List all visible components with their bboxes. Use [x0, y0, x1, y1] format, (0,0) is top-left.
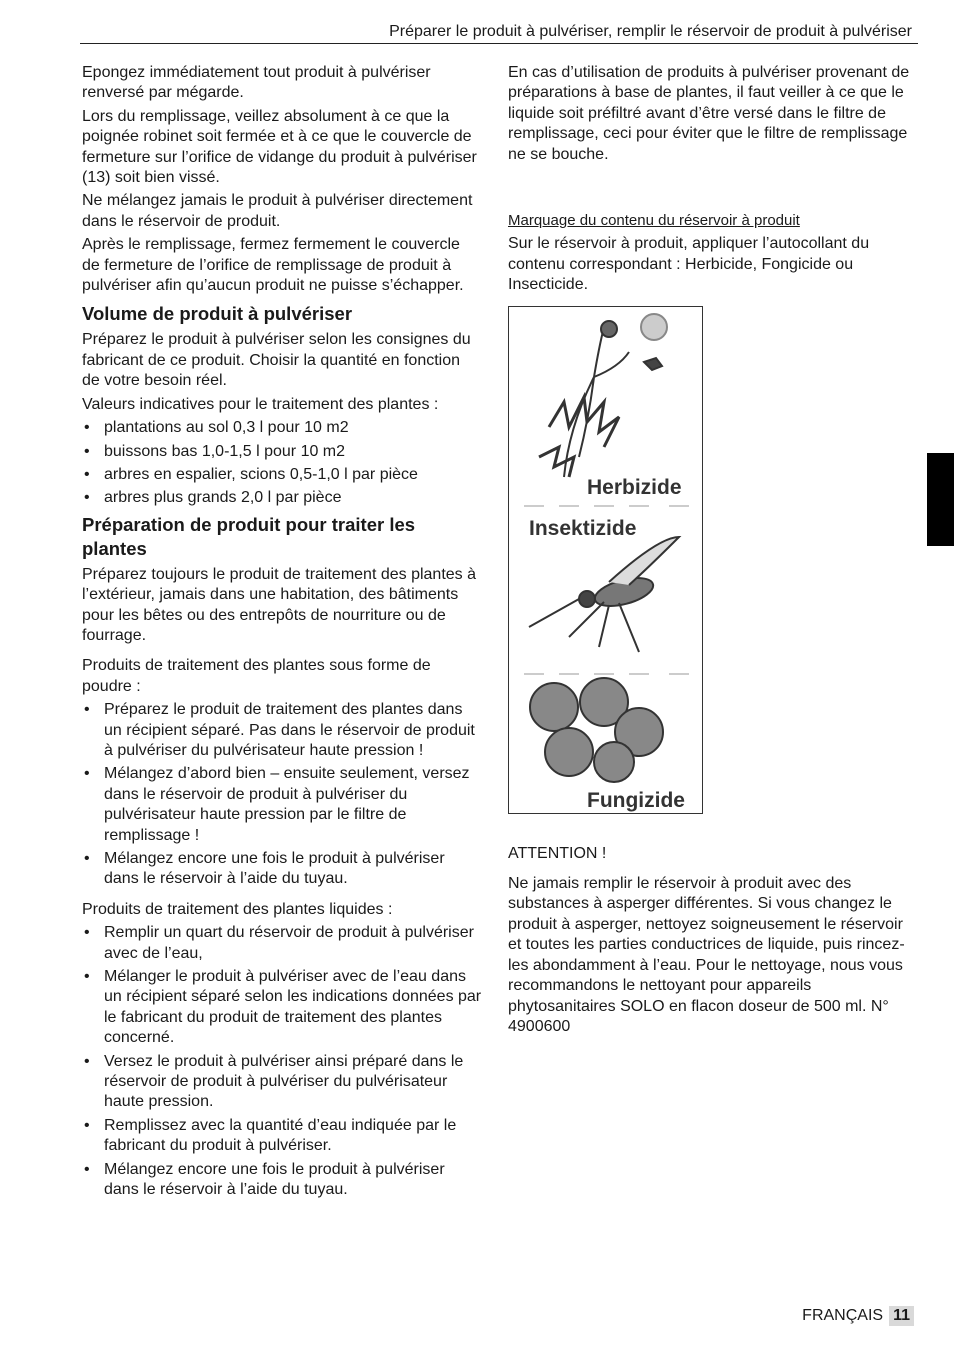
list-item: • Mélanger le produit à pulvériser avec de l’eau dans un récipient séparé selon les indications données par le fabricant du produit de traitement des plantes concerné.: [82, 967, 482, 1049]
list-item: • arbres en espalier, scions 0,5-1,0 l par pièce: [82, 465, 482, 485]
left-column: [82, 63, 482, 1205]
powder-list: [82, 700, 482, 890]
attention-label: ATTENTION !: [508, 844, 607, 862]
right-column: [508, 63, 913, 1040]
fungus-illustration: [530, 678, 663, 782]
list-item: • Préparez le produit de traitement des plantes dans un récipient séparé. Pas dans le réservoir de produit à pulvériser du pulvérisateur haute pression !: [82, 700, 482, 761]
list-item: • plantations au sol 0,3 l pour 10 m2: [82, 418, 482, 438]
paragraph: Produits de traitement des plantes liquides :: [82, 900, 393, 918]
paragraph: Après le remplissage, fermez fermement le couvercle de fermeture de l’orifice de remplissage de produit à pulvériser afin qu’aucun produit ne puisse s’échapper.: [82, 236, 464, 295]
paragraph: Sur le réservoir à produit, appliquer l’autocollant du contenu correspondant : Herbicide, Fongicide ou Insecticide.: [508, 235, 870, 294]
paragraph: Ne mélangez jamais le produit à pulvériser directement dans le réservoir de produit.: [82, 192, 473, 230]
paragraph: En cas d’utilisation de produits à pulvériser provenant de préparations à base de plantes, il faut veiller à ce que le liquide soit préfiltré avant d’être versé dans le filtre de remplissage, ceci pour éviter que le filtre de remplissage ne se bouche.: [508, 64, 910, 163]
list-item: • Versez le produit à pulvériser ainsi préparé dans le réservoir de produit à pulvériser du pulvérisateur haute pression.: [82, 1052, 482, 1113]
volume-list: [82, 418, 482, 509]
paragraph: Produits de traitement des plantes sous forme de poudre :: [82, 657, 431, 695]
pesticide-label-figure: [508, 306, 703, 814]
list-item: • Mélangez encore une fois le produit à pulvériser dans le réservoir à l’aide du tuyau.: [82, 1160, 482, 1201]
paragraph: Ne jamais remplir le réservoir à produit avec des substances à asperger différentes. Si vous changez le produit à asperger, nettoyez soigneusement le réservoir et toutes les parties conductrices de liquide, puis rincez-les abondamment à l’eau. Pour le nettoyage, nous vous recommandons le nettoyant pour appareils phytosanitaires SOLO en flacon doseur de 500 ml. N° 4900600: [508, 875, 905, 1035]
paragraph: Préparez toujours le produit de traitement des plantes à l’extérieur, jamais dans une habitation, des bâtiments pour les bêtes ou des entrepôts de nourriture ou de fourrage.: [82, 565, 477, 644]
list-item: • arbres plus grands 2,0 l par pièce: [82, 488, 482, 508]
insect-illustration: [529, 537, 679, 652]
dandelion-illustration: [539, 314, 667, 477]
footer-language: FRANÇAIS: [802, 1307, 884, 1324]
paragraph: Lors du remplissage, veillez absolument à ce que la poignée robinet soit fermée et à ce que le couvercle de fermeture sur l’orifice de vidange du produit à pulvériser (13) soit bien vissé.: [82, 107, 477, 187]
section-tab-marker: [927, 453, 954, 546]
herbizide-label: Herbizide: [587, 475, 682, 499]
paragraph: Valeurs indicatives pour le traitement des plantes :: [82, 395, 439, 413]
section-heading-volume: Volume de produit à pulvériser: [82, 303, 353, 325]
fungizide-label: Fungizide: [587, 788, 685, 812]
list-item: • Remplir un quart du réservoir de produit à pulvériser avec de l’eau,: [82, 923, 482, 964]
list-item: • Mélangez d’abord bien – ensuite seulement, versez dans le réservoir de produit à pulvériser du pulvérisateur haute pression par le filtre de remplissage !: [82, 764, 482, 846]
subheading-marking: Marquage du contenu du réservoir à produit: [508, 212, 800, 230]
paragraph: Préparez le produit à pulvériser selon les consignes du fabricant de ce produit. Choisir la quantité en fonction de votre besoin réel.: [82, 331, 471, 390]
list-item: • buissons bas 1,0-1,5 l pour 10 m2: [82, 442, 482, 462]
page-footer: [802, 1306, 914, 1326]
page-header: Préparer le produit à pulvériser, remplir le réservoir de produit à pulvériser: [80, 22, 918, 44]
list-item: • Remplissez avec la quantité d’eau indiquée par le fabricant du produit à pulvériser.: [82, 1116, 482, 1157]
insektizide-label: Insektizide: [529, 516, 637, 540]
section-heading-preparation: Préparation de produit pour traiter les plantes: [82, 513, 416, 559]
page-number: 11: [889, 1306, 914, 1326]
paragraph: Epongez immédiatement tout produit à pulvériser renversé par mégarde.: [82, 64, 431, 102]
liquid-list: [82, 923, 482, 1200]
list-item: • Mélangez encore une fois le produit à pulvériser dans le réservoir à l’aide du tuyau.: [82, 849, 482, 890]
